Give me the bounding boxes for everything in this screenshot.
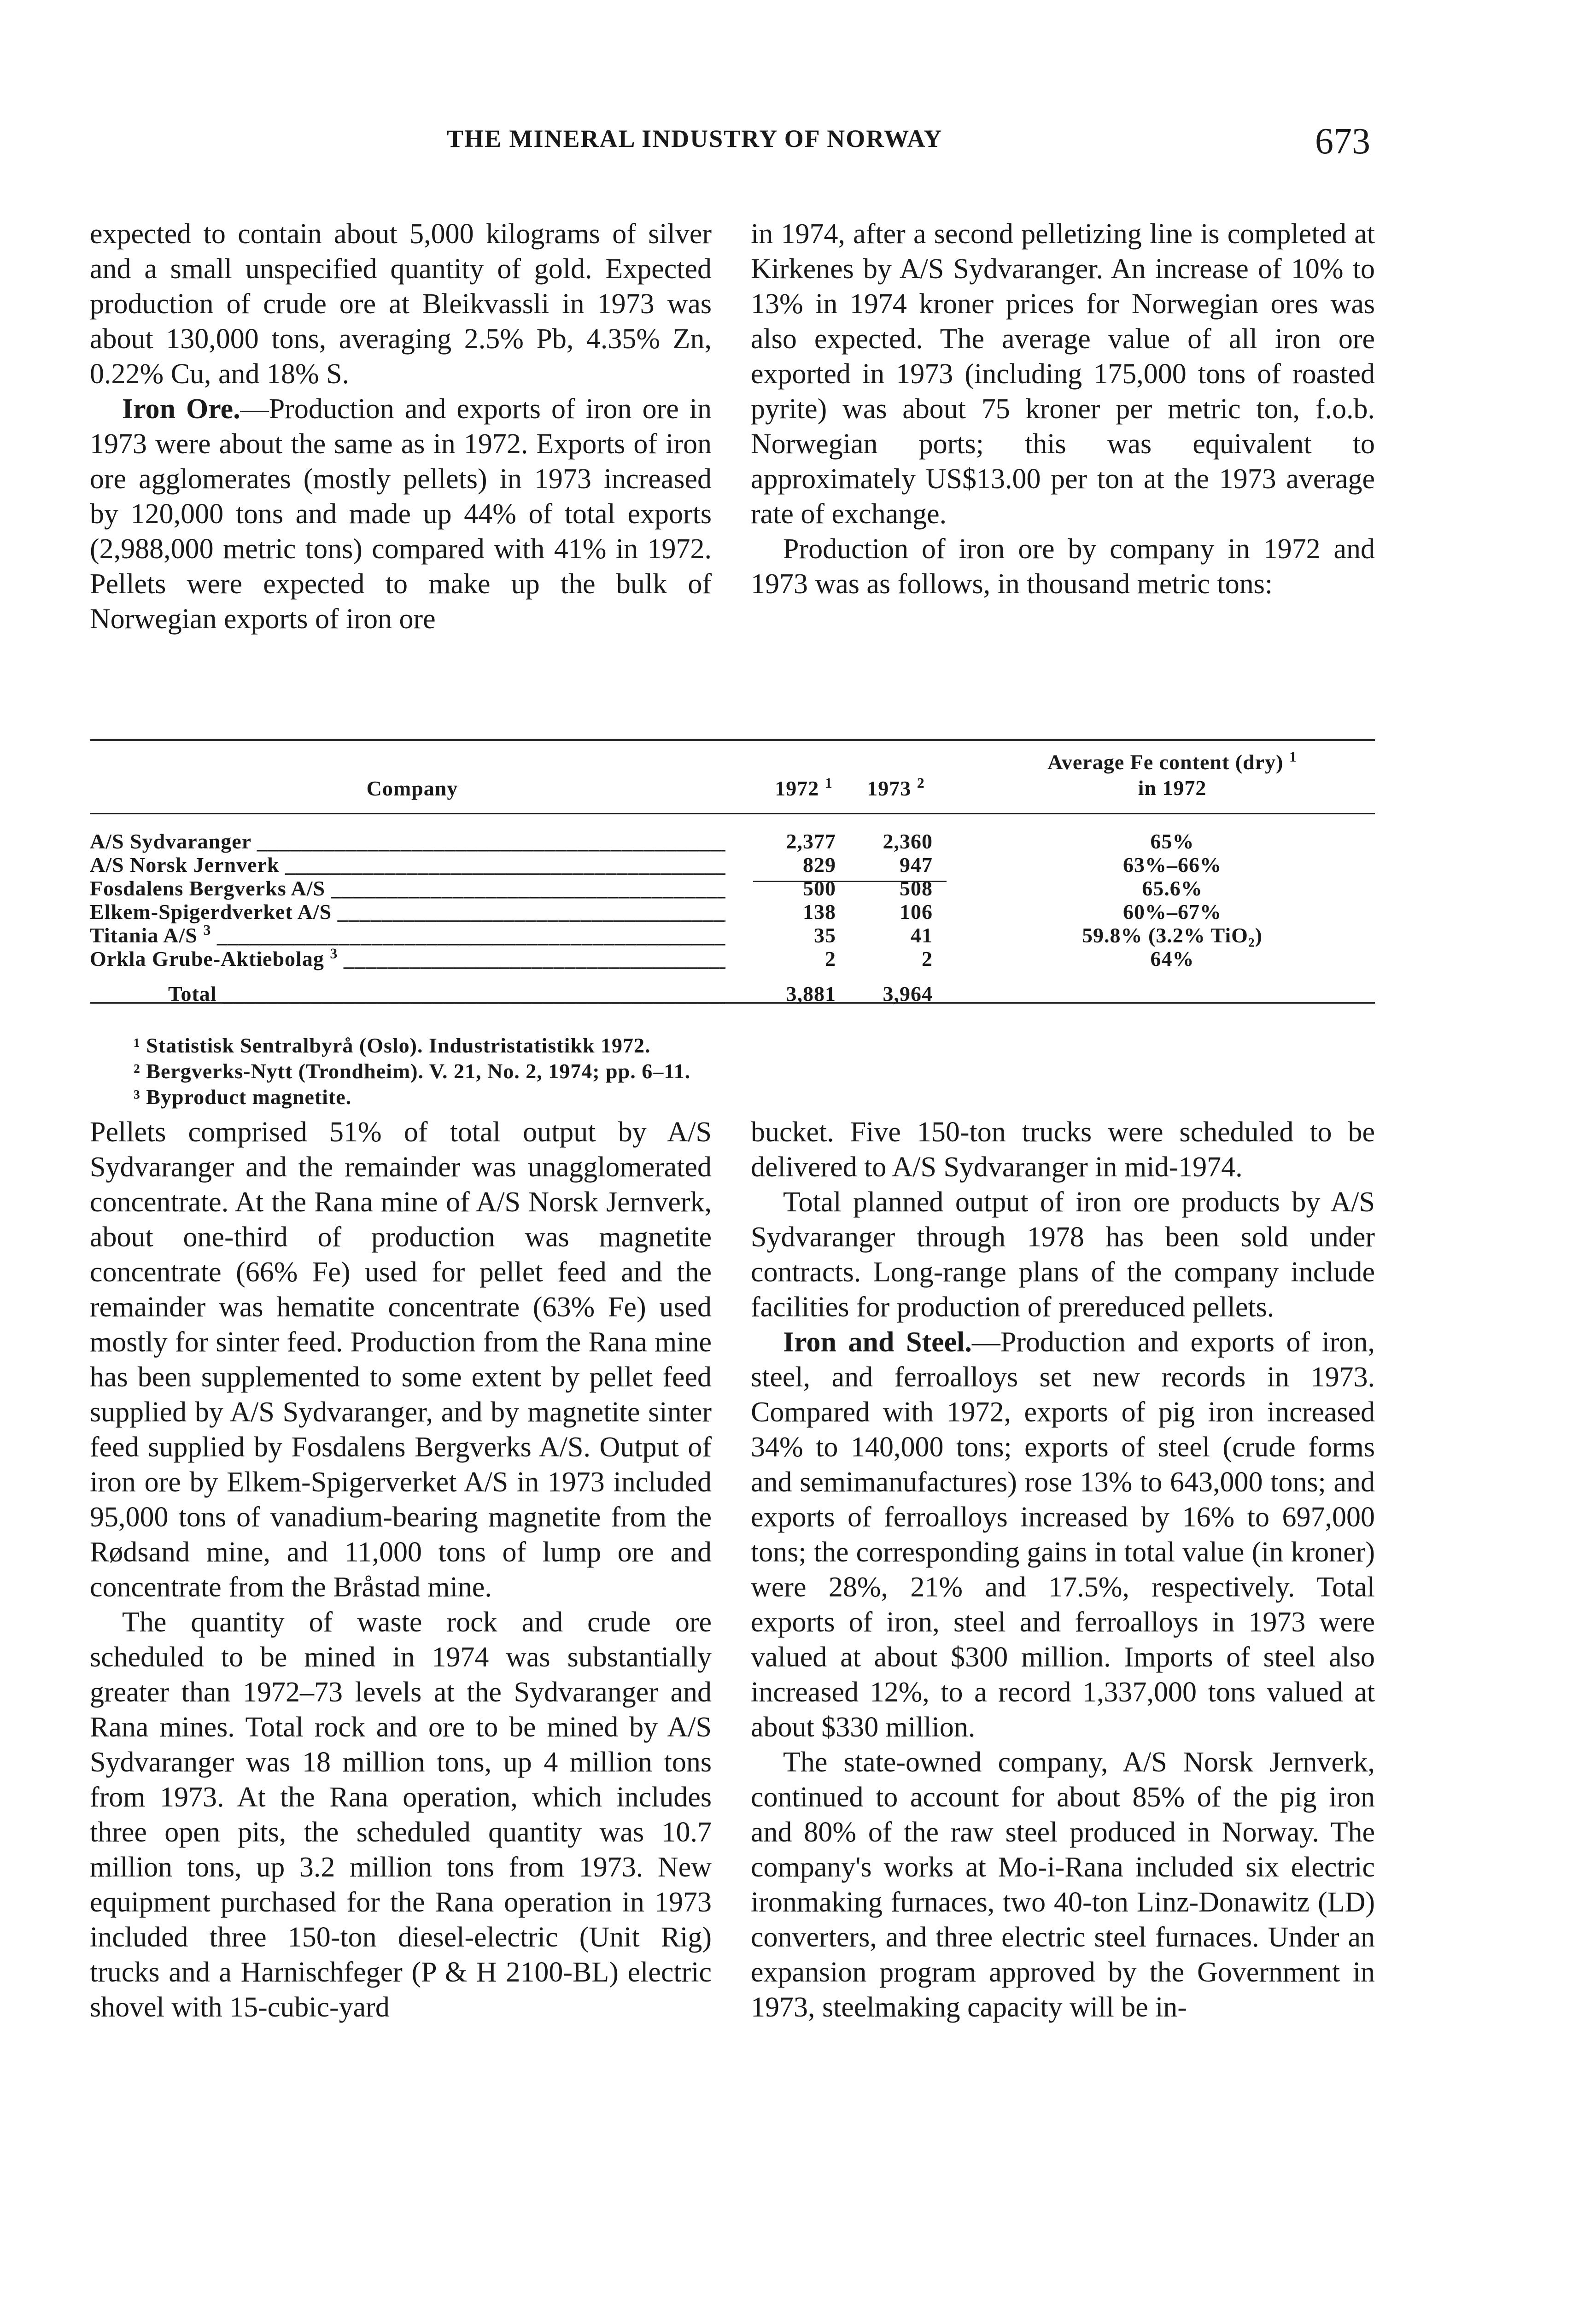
paragraph: expected to contain about 5,000 kilograms of silver and a small unspecified quantity of gold. Expected production of crude ore at Bleikvassli in 1973 was about 130,000 tons, averaging 2.5% Pb, 4.35% Zn, 0.22% Cu, and 18% S.	[90, 218, 712, 390]
header-text: 1973	[867, 777, 912, 800]
table-header-rule	[90, 813, 1375, 814]
value-1973: 947	[900, 853, 933, 877]
column-bottom-left	[90, 1115, 712, 2025]
paragraph: The state-owned company, A/S Norsk Jernverk, continued to account for about 85% of the pig iron and 80% of the raw steel produced in Norway. The company's works at Mo-i-Rana included six electric ironmaking furnaces, two 40-ton Linz-Donawitz (LD) converters, and three electric steel furnaces. Under an expansion program approved by the Government in 1973, steelmaking capacity will be in-	[751, 1747, 1375, 2023]
column-header-1972	[758, 776, 850, 801]
value-1972: 138	[803, 900, 836, 924]
company-text: Fosdalens Bergverks A/S	[90, 877, 326, 900]
paragraph: The quantity of waste rock and crude ore scheduled to be mined in 1974 was substantially greater than 1972–73 levels at the Sydvaranger and Rana mines. Total rock and ore to be mined by A/S Sydvaranger was 18 million tons, up 4 million tons from 1973. At the Rana operation, which includes three open pits, the scheduled quantity was 10.7 million tons, up 3.2 million tons from 1973. New equipment purchased for the Rana operation in 1973 included three 150-ton diesel-electric (Unit Rig) trucks and a Harnischfeger (P & H 2100-BL) electric shovel with 15-cubic-yard	[90, 1607, 712, 2023]
company-name	[90, 876, 725, 900]
table-footnotes	[134, 1033, 690, 1110]
fe-content: 60%–67%	[1123, 900, 1222, 924]
table-row	[90, 923, 1375, 947]
table-top-rule	[90, 739, 1375, 741]
fe-content: 63%–66%	[1123, 853, 1222, 877]
footnote-ref: 3	[330, 947, 338, 962]
value-1972: 2	[825, 947, 836, 970]
paragraph: in 1974, after a second pelletizing line is completed at Kirkenes by A/S Sydvaranger. An increase of 10% to 13% in 1974 kroner prices for Norwegian ores was also expected. The average value of all iron ore exported in 1973 (including 175,000 tons of roasted pyrite) was about 75 kroner per metric ton, f.o.b. Norwegian ports; this was equivalent to approximately US$13.00 per ton at the 1973 average rate of exchange.	[751, 218, 1375, 530]
company-text: A/S Norsk Jernverk	[90, 853, 280, 877]
header-text: 1972	[775, 777, 819, 800]
footnote: ² Bergverks-Nytt (Trondheim). V. 21, No. 2, 1974; pp. 6–11.	[134, 1059, 691, 1083]
fe-content: 65%	[1150, 830, 1194, 853]
paragraph	[90, 392, 712, 637]
footnote-ref: 3	[203, 923, 211, 938]
page-number: 673	[1315, 121, 1370, 162]
running-title: THE MINERAL INDUSTRY OF NORWAY	[447, 125, 943, 152]
footnote: ³ Byproduct magnetite.	[134, 1085, 352, 1109]
value-1972: 35	[814, 924, 836, 947]
column-top-left	[90, 216, 712, 637]
fe-content: 59.8% (3.2% TiO₂)	[1082, 924, 1263, 947]
section-heading-iron-ore: Iron Ore.	[122, 393, 240, 425]
footnote-ref: 1	[1289, 748, 1297, 765]
value-1972: 500	[803, 877, 836, 900]
header-text: Average Fe content (dry)	[1047, 750, 1284, 774]
total-1972: 3,881	[786, 982, 836, 1005]
value-1972: 2,377	[786, 830, 836, 853]
footnote-ref: 1	[824, 774, 833, 791]
paragraph: bucket. Five 150-ton trucks were scheduled to be delivered to A/S Sydvaranger in mid-1974.	[751, 1116, 1375, 1183]
paragraph-text: —Production and exports of iron ore in 1973 were about the same as in 1972. Exports of iron ore agglomerates (mostly pellets) in 1973 increased by 120,000 tons and made up 44% of total exports (2,988,000 metric tons) compared with 41% in 1972. Pellets were expected to make up the bulk of Norwegian exports of iron ore	[90, 393, 712, 635]
table-row	[90, 853, 1375, 876]
company-name	[90, 829, 725, 853]
company-text: Titania A/S	[90, 924, 198, 947]
column-header-1973	[850, 776, 942, 801]
column-bottom-right	[751, 1115, 1375, 2025]
paragraph-text: —Production and exports of iron, steel, and ferroalloys set new records in 1973. Compared with 1972, exports of pig iron increased 34% to 140,000 tons; exports of steel (crude forms and semimanufactures) rose 13% to 643,000 tons; and exports of ferroalloys increased by 16% to 697,000 tons; the corresponding gains in total value (in kroner) were 28%, 21% and 17.5%, respectively. Total exports of iron, steel and ferroalloys in 1973 were valued at about $300 million. Imports of steel also increased 12%, to a record 1,337,000 tons valued at about $330 million.	[751, 1327, 1375, 1743]
column-header-fe-content	[965, 749, 1380, 801]
company-name	[90, 853, 725, 877]
total-1973: 3,964	[883, 982, 933, 1005]
total-rule	[753, 881, 947, 882]
table-row	[90, 876, 1375, 900]
table-row	[90, 829, 1375, 853]
table-bottom-rule	[90, 1002, 1375, 1004]
company-name	[90, 947, 725, 971]
column-top-right	[751, 216, 1375, 602]
section-heading-iron-and-steel: Iron and Steel.	[783, 1327, 972, 1358]
table-row	[90, 947, 1375, 970]
paragraph: Pellets comprised 51% of total output by A/S Sydvaranger and the remainder was unagglomerated concentrate. At the Rana mine of A/S Norsk Jernverk, about one-third of production was magnetite concentrate (66% Fe) used for pellet feed and the remainder was hematite concentrate (63% Fe) used mostly for sinter feed. Production from the Rana mine has been supplemented to some extent by pellet feed supplied by A/S Sydvaranger, and by magnetite sinter feed supplied by Fosdalens Bergverks A/S. Output of iron ore by Elkem-Spigerverket A/S in 1973 included 95,000 tons of vanadium-bearing magnetite from the Rødsand mine, and 11,000 tons of lump ore and concentrate from the Bråstad mine.	[90, 1116, 712, 1603]
footnote-ref: 2	[917, 774, 925, 791]
header-line: in 1972	[1138, 776, 1207, 800]
value-1973: 2,360	[883, 830, 933, 853]
fe-content: 65.6%	[1142, 877, 1203, 900]
company-text: A/S Sydvaranger	[90, 830, 251, 853]
company-name	[90, 923, 725, 947]
value-1973: 41	[911, 924, 933, 947]
paragraph: Production of iron ore by company in 1972 and 1973 was as follows, in thousand metric tons:	[751, 533, 1375, 600]
total-label: Total _____	[90, 982, 725, 1006]
company-name	[90, 900, 725, 924]
company-text: Orkla Grube-Aktiebolag	[90, 947, 324, 970]
company-text: Elkem-Spigerdverket A/S	[90, 900, 332, 924]
header-line	[965, 749, 1380, 775]
paragraph	[751, 1325, 1375, 1745]
value-1973: 2	[922, 947, 933, 970]
table-row	[90, 900, 1375, 923]
value-1973: 508	[900, 877, 933, 900]
fe-content: 64%	[1150, 947, 1194, 970]
value-1973: 106	[900, 900, 933, 924]
value-1972: 829	[803, 853, 836, 877]
footnote: ¹ Statistisk Sentralbyrå (Oslo). Industristatistikk 1972.	[134, 1034, 651, 1057]
column-header-company: Company	[366, 777, 458, 800]
paragraph: Total planned output of iron ore products by A/S Sydvaranger through 1978 has been sold under contracts. Long-range plans of the company include facilities for production of prereduced pellets.	[751, 1187, 1375, 1323]
table-body	[90, 829, 1375, 1005]
